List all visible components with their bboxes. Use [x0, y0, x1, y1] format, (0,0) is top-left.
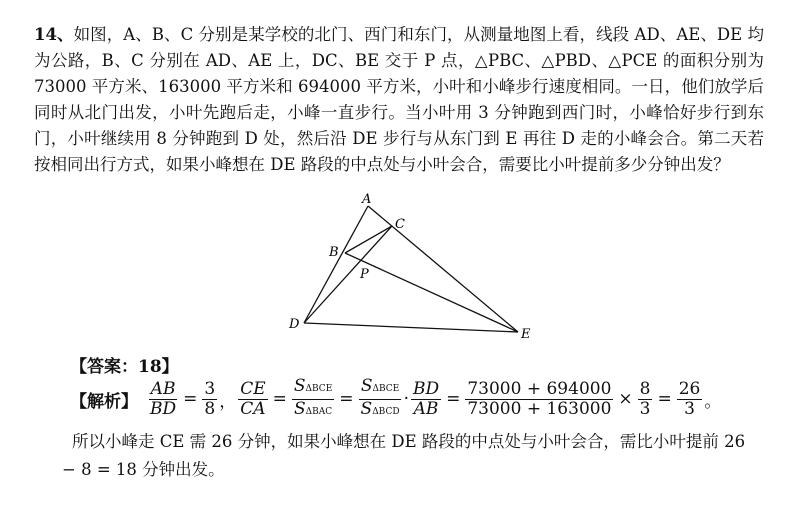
problem-statement	[34, 22, 764, 178]
fraction-26-3: $\frac{26}{3}$	[678, 378, 701, 419]
fraction-ce-ca: $\frac{CE}{CA}$	[240, 378, 266, 419]
label-a: A	[362, 192, 372, 207]
fraction-area-bce-bac: $\frac{\text{SΔBCE}}{\text{SΔBAC}}$	[293, 375, 333, 419]
label-e: E	[521, 327, 531, 342]
fraction-8-3: $\frac{8}{3}$	[639, 378, 651, 419]
label-d: D	[289, 317, 300, 332]
answer: 【答案：18】	[70, 357, 179, 377]
fraction-3-8: $\frac{3}{8}$	[204, 378, 216, 419]
solution: 【解析】 $\frac{AB}{BD}$ = $\frac{3}{8}$ ， $\frac{CE}{CA}$ = $\frac{\text{SΔBCE}}{\text{SΔBAC}}$ = $\frac{\text{SΔBCE}}{\text{SΔBCD}}$ · $\frac{BD}{AB}$ = $\frac{73000 + 694000}{73000 + 163000}$ × $\frac{8}{3}$ = $\frac{26}{3}$ 。	[70, 376, 721, 422]
triangle-figure	[280, 192, 540, 342]
segment-dc	[304, 226, 392, 323]
fraction-ab-bd: $\frac{AB}{BD}$	[150, 378, 177, 419]
fraction-bd-ab: $\frac{BD}{AB}$	[412, 378, 440, 419]
label-p: P	[360, 267, 369, 282]
segment-ad	[304, 206, 368, 323]
label-b: B	[329, 245, 339, 260]
fraction-area-values: $\frac{73000 + 694000}{73000 + 163000}$	[467, 378, 612, 419]
label-c: C	[395, 217, 405, 232]
segment-bc	[345, 226, 392, 253]
solution-label: 【解析】	[70, 391, 138, 412]
segment-be	[345, 253, 518, 332]
problem-number: 14、	[34, 25, 74, 44]
conclusion: 所以小峰走 CE 需 26 分钟，如果小峰想在 DE 路段的中点处与小叶会合，需比小叶提前 26 − 8 = 18 分钟出发。	[62, 432, 746, 479]
segment-de	[304, 323, 518, 332]
problem-text: 如图，A、B、C 分别是某学校的北门、西门和东门，从测量地图上看，线段 AD、AE、DE 均为公路，B、C 分别在 AD、AE 上，DC、BE 交于 P 点，△PBC、△PBD、△PCE 的面积分别为 73000 平方米、163000 平方米和 694000 平方米，小叶和小峰步行速度相同。一日，他们放学后同时从北门出发，小叶先跑后走，小峰一直步行。当小叶用 3 分钟跑到西门时，小峰恰好步行到东门，小叶继续用 8 分钟跑到 D 处，然后沿 DE 步行与从东门到 E 再往 D 走的小峰会合。第二天若按相同出行方式，如果小峰想在 DE 路段的中点处与小叶会合，需要比小叶提前多少分钟出发？	[34, 25, 764, 174]
segment-ae	[368, 206, 518, 332]
fraction-area-bce-bcd: $\frac{\text{SΔBCE}}{\text{SΔBCD}}$	[360, 375, 400, 419]
